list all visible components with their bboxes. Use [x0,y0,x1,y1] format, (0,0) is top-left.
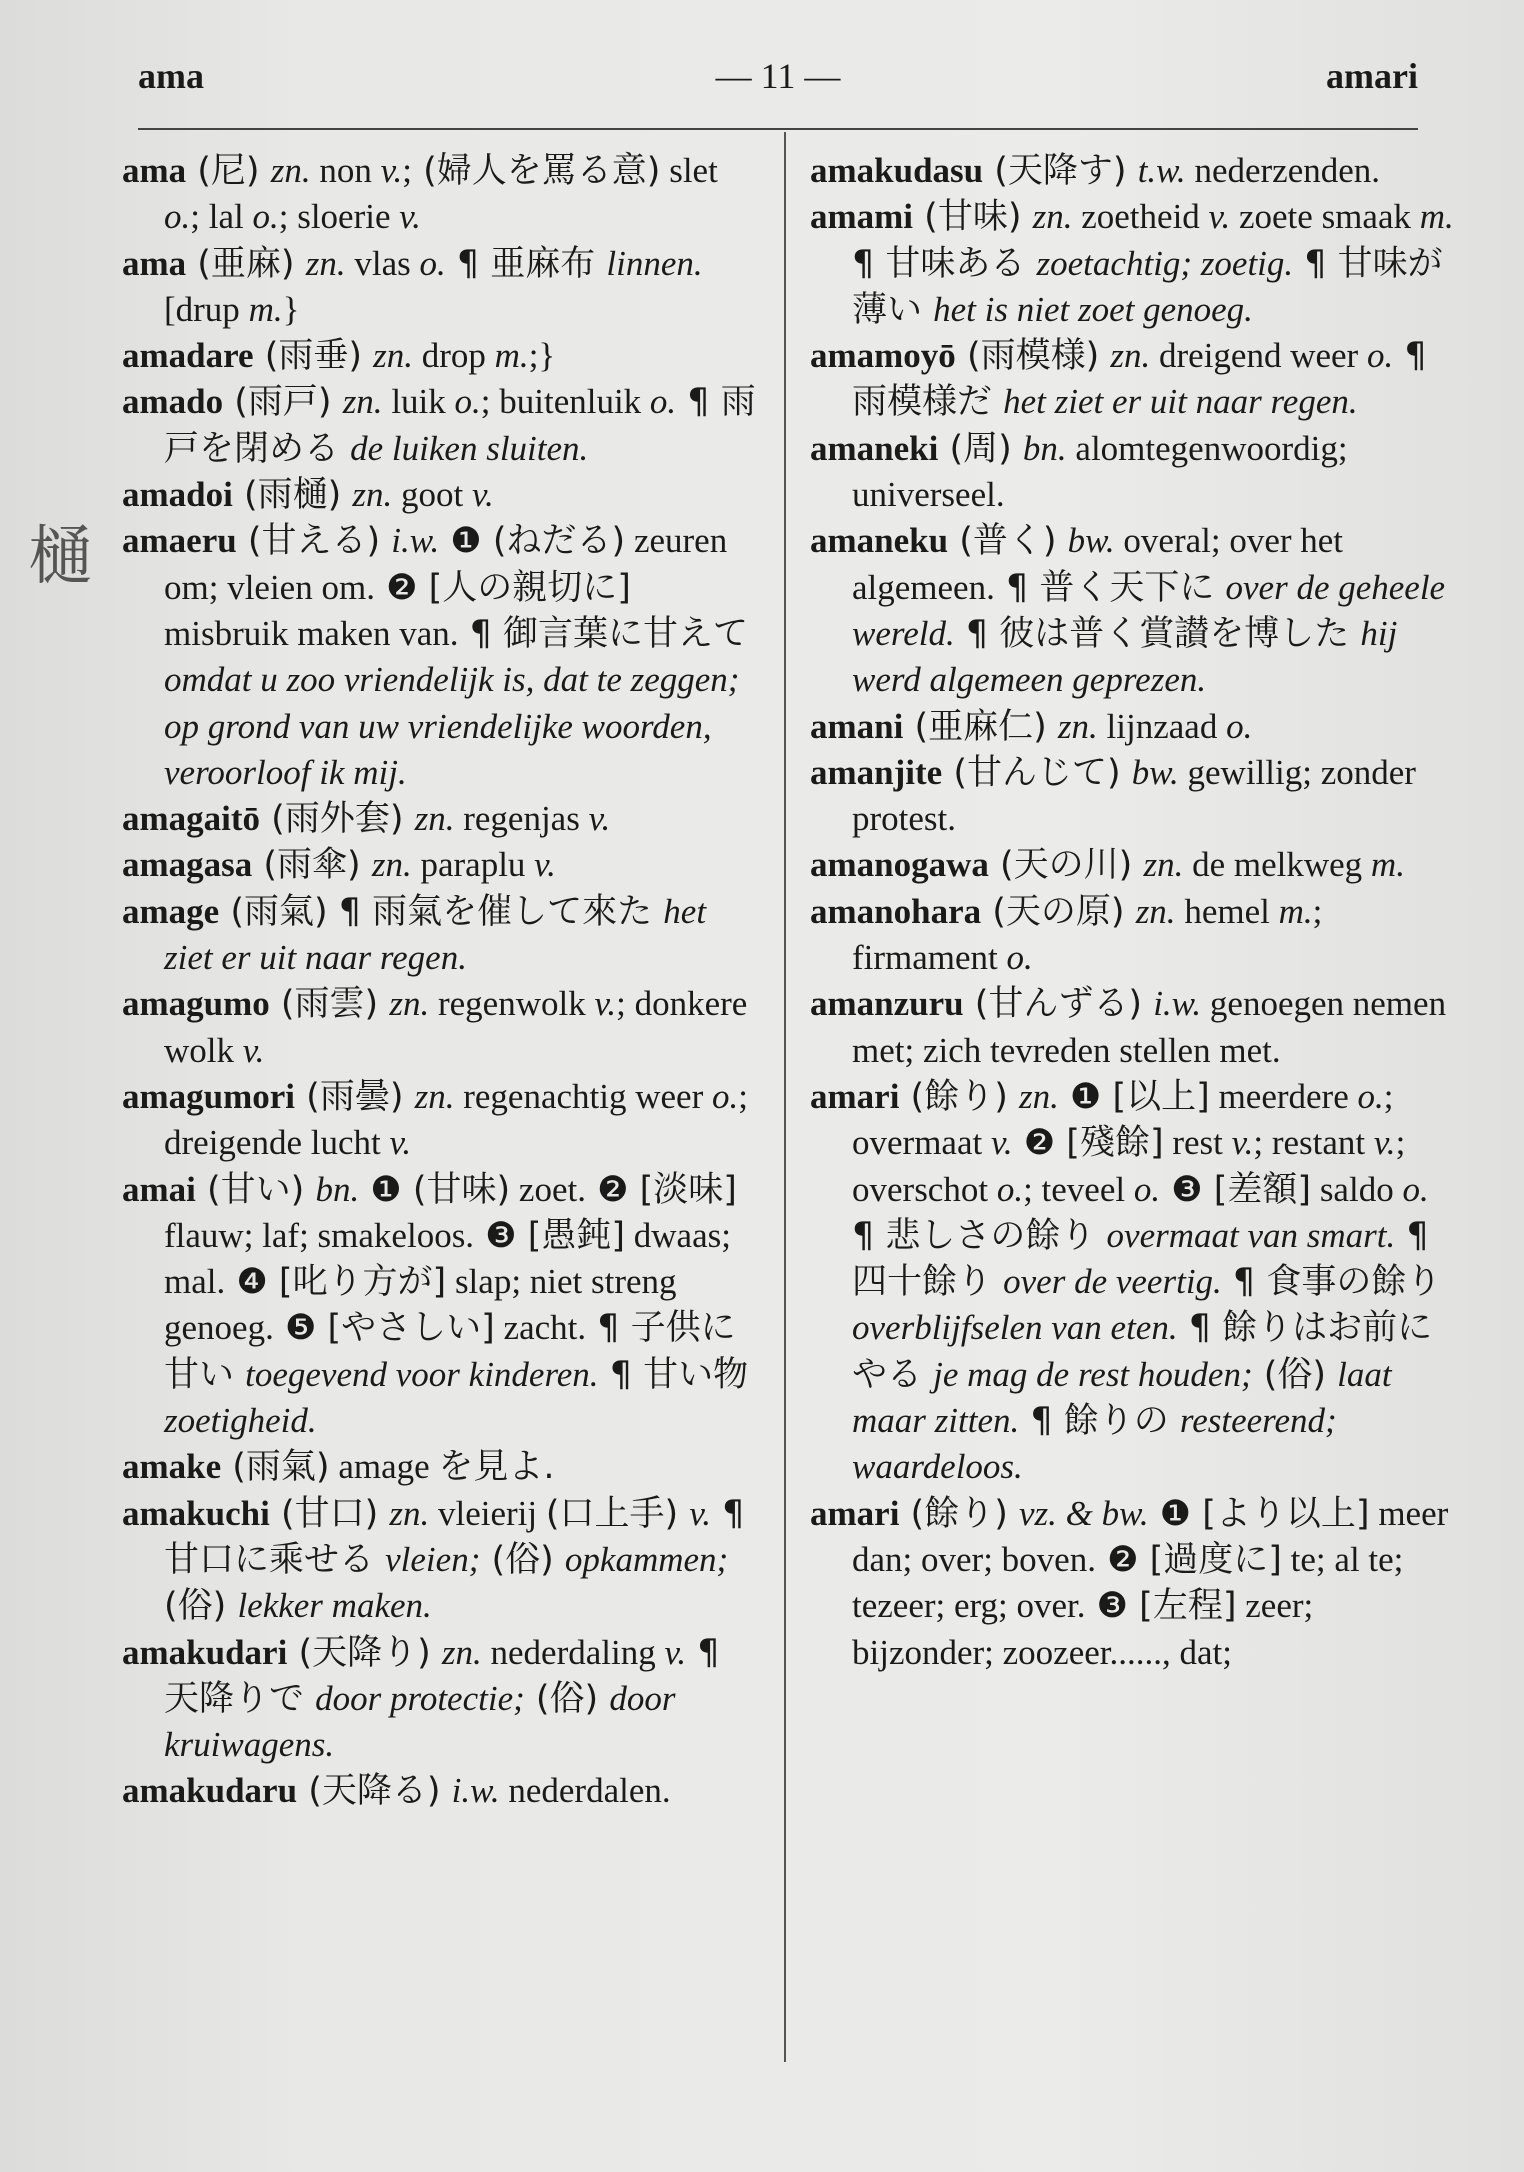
entry-japanese-text: (餘り) [899,1076,1019,1117]
entry-japanese-text: (甘口) [269,1493,390,1534]
entry-grammar-italic: v. [689,1493,711,1533]
entry-definition-text: paraplu [411,845,535,885]
dictionary-entry [122,842,762,888]
dictionary-entry [810,1074,1458,1491]
entry-grammar-italic: v. [664,1632,687,1672]
entry-grammar-italic: zn. [441,1632,482,1672]
entry-grammar-italic: v. [472,475,494,515]
entry-grammar-italic: o. [649,382,677,422]
entry-grammar-italic: zn. [1032,197,1073,237]
entry-headword: amakudari [122,1632,288,1672]
entry-grammar-italic: laat maar zitten. [852,1354,1392,1441]
entry-definition-text: ; overmaat [852,1076,1394,1163]
entry-japanese-text: (天降り) [287,1632,442,1673]
entry-headword: amamoyō [810,336,956,376]
entry-grammar-italic: zn. [1018,1076,1059,1116]
entry-grammar-italic: door protectie; [315,1678,525,1718]
entry-grammar-italic: o. [419,243,446,283]
entry-japanese-text: (甘味) [913,197,1033,238]
entry-grammar-italic: v. [1373,1123,1396,1163]
entry-grammar-italic: zn. [373,336,413,376]
entry-grammar-italic: zn. [1135,891,1176,931]
header-rule [138,128,1418,130]
entry-grammar-italic: o. [454,382,481,422]
entry-definition-text: te; al te; tezeer; erg; over. [852,1539,1404,1626]
dictionary-entry [122,472,762,518]
entry-definition-text: ; buitenluik [480,382,650,422]
entry-japanese-text: ❸ [左程] [1085,1586,1237,1627]
dictionary-entry [122,1630,762,1769]
entry-headword: amanogawa [810,845,989,885]
dictionary-entry [122,1768,762,1814]
entry-japanese-text: ¶ 普く天下に [994,567,1226,608]
entry-grammar-italic: lekker maken. [237,1586,432,1626]
entry-japanese-text: (雨雲) [269,984,390,1025]
entry-headword: amadare [122,336,254,376]
entry-grammar-italic: door kruiwagens. [164,1678,676,1765]
entry-definition-text: meer dan; over; boven. [852,1493,1449,1579]
entry-definition-text: nederdaling [481,1632,665,1672]
entry-japanese-text: ❶ (ねだる) [439,521,626,562]
entry-grammar-italic: o. [1133,1169,1161,1209]
entry-grammar-italic: zoetigheid. [164,1401,317,1441]
page-number: — 11 — [715,56,841,96]
entry-headword: amanzuru [810,984,964,1024]
entry-definition-text: lijnzaad [1097,706,1227,746]
entry-definition-text: zacht. [494,1308,587,1348]
entry-definition-text: hemel [1175,891,1279,931]
entry-grammar-italic: vz. & bw. [1018,1493,1149,1533]
entry-grammar-italic: zn. [305,243,346,283]
entry-grammar-italic: over de veertig. [1003,1262,1222,1302]
entry-japanese-text: (雨樋) [232,475,353,516]
entry-definition-text: drop [413,336,495,376]
entry-grammar-italic: v. [1208,197,1231,237]
entry-japanese-text: ¶ 雨模様だ [852,336,1427,423]
entry-definition-text: ; overschot [852,1123,1406,1209]
entry-definition-text: nederzenden. [1185,151,1381,190]
entry-definition-text: slet [660,151,718,190]
entry-grammar-italic: linnen. [606,243,703,283]
entry-japanese-text: ¶ 甘味が薄い [852,243,1443,330]
entry-japanese-text: ¶ 子供に甘い [164,1308,736,1395]
entry-japanese-text: ❸ [差額] [1160,1169,1312,1210]
handwritten-margin-note: 樋 [28,520,92,594]
entry-headword: amanohara [810,891,982,931]
dictionary-entry [122,981,762,1074]
entry-japanese-text: ❷ [過度に] [1095,1539,1282,1580]
dictionary-entry [122,796,762,842]
entry-grammar-italic: bn. [1022,428,1067,468]
right-column [810,148,1458,1676]
entry-japanese-text: (口上手) [545,1493,690,1534]
entry-definition-text: zoetheid [1072,197,1209,237]
dictionary-entry [810,518,1458,703]
entry-grammar-italic: opkammen; [564,1539,729,1579]
entry-japanese-text: (雨戸) [223,382,343,423]
entry-grammar-italic: t.w. [1137,151,1186,190]
entry-headword: amaneku [810,521,949,561]
entry-definition-text: ;} [528,336,556,376]
entry-grammar-italic: toegevend voor kinderen. [245,1354,599,1394]
entry-japanese-text: (雨傘) [252,845,372,886]
entry-definition-text: overal; over het algemeen. [852,521,1344,607]
entry-grammar-italic: v. [534,845,556,885]
entry-grammar-italic: m. [248,289,283,329]
header-left-guideword: ama [138,56,204,96]
entry-definition-text: regenwolk [429,984,595,1024]
entry-definition-text: ; teveel [1023,1169,1134,1209]
entry-headword: ama [122,151,187,190]
entry-japanese-text: (亜麻仁) [903,706,1058,747]
column-divider [784,132,786,2062]
dictionary-entry [810,148,1458,194]
entry-grammar-italic: het ziet er uit naar regen. [1003,382,1358,422]
entry-grammar-italic: bw. [1131,752,1179,792]
entry-grammar-italic: o. [1006,938,1033,978]
entry-grammar-italic: zn. [389,984,430,1024]
entry-japanese-text: ¶ 甘味ある [852,243,1037,284]
entry-japanese-text: ❷ [殘餘] [1012,1123,1164,1164]
entry-japanese-text: (雨外套) [260,799,415,840]
entry-grammar-italic: de luiken sluiten. [350,428,589,468]
entry-japanese-text: (俗) [1252,1354,1338,1395]
entry-japanese-text: (餘り) [899,1493,1019,1534]
entry-japanese-text: ¶ 亜麻布 [445,243,607,284]
entry-japanese-text: ❷ [人の親切に] [374,567,631,608]
entry-grammar-italic: m. [1419,197,1454,237]
dictionary-entry [810,704,1458,750]
dictionary-entry [810,842,1458,888]
entry-japanese-text: (雨氣) ¶ 雨氣を催して來た [219,891,664,932]
dictionary-entry [810,333,1458,426]
dictionary-entry [122,1167,762,1445]
entry-japanese-text: ¶ 四十餘り [852,1215,1429,1303]
entry-definition-text: ; restant [1253,1123,1374,1163]
entry-grammar-italic: o. [252,197,279,237]
entry-grammar-italic: hij werd algemeen geprezen. [852,613,1398,700]
entry-grammar-italic: i.w. [391,521,440,561]
entry-grammar-italic: je mag de rest houden; [933,1354,1253,1394]
entry-japanese-text: (雨模様) [955,336,1111,377]
entry-headword: amagumo [122,984,270,1024]
dictionary-entry [122,889,762,982]
entry-grammar-italic: o. [711,1076,739,1116]
entry-grammar-italic: o. [164,197,191,237]
entry-japanese-text: ¶ 雨戸を閉める [164,382,756,469]
entry-headword: amari [810,1493,900,1533]
dictionary-entry [810,194,1458,333]
entry-headword: amakuchi [122,1493,270,1533]
dictionary-entry [122,1074,762,1167]
entry-japanese-text: (尼) [186,151,271,191]
entry-headword: ama [122,243,187,283]
entry-japanese-text: ¶ 餘りの [1019,1401,1180,1442]
dictionary-entry [122,1444,762,1490]
entry-headword: amado [122,382,224,422]
entry-headword: amami [810,197,914,237]
entry-definition-text: goot [392,475,473,515]
entry-japanese-text: (天の原) [981,891,1136,932]
entry-grammar-italic: het ziet er uit naar regen. [164,891,707,978]
entry-japanese-text: ¶ 甘い物 [598,1354,749,1395]
entry-definition-text: non [310,151,381,190]
entry-japanese-text: (雨氣) [221,1447,330,1488]
entry-definition-text: genoegen nemen met; zich tevreden stellen met. [852,984,1447,1070]
entry-grammar-italic: het is niet zoet genoeg. [933,289,1253,329]
entry-definition-text: [drup [164,289,249,329]
entry-headword: amagaitō [122,799,261,839]
entry-definition-text: misbruik maken van. [164,613,459,653]
entry-definition-text: } [282,289,300,329]
page-header [138,55,1418,105]
entry-japanese-text: ❶ [より以上] [1148,1493,1370,1534]
entry-grammar-italic: v. [990,1123,1013,1163]
entry-grammar-italic: vleien; [385,1539,481,1579]
entry-grammar-italic: v. [1231,1123,1254,1163]
entry-japanese-text: ¶ 餘りはお前にやる [852,1308,1433,1395]
header-right-guideword: amari [1326,56,1418,96]
entry-headword: amani [810,706,904,746]
entry-grammar-italic: zn. [371,845,412,885]
entry-grammar-italic: v. [594,984,617,1024]
entry-grammar-italic: zn. [1110,336,1151,376]
entry-grammar-italic: i.w. [1153,984,1202,1024]
entry-definition-text: ; dreigende lucht [164,1076,748,1163]
entry-grammar-italic: o. [1226,706,1253,746]
entry-definition-text: meerdere [1209,1076,1358,1116]
entry-definition-text: ; [402,151,413,190]
entry-japanese-text: ¶ 御言葉に甘えて [458,613,749,654]
entry-definition-text: de melkweg [1183,845,1371,885]
entry-japanese-text: (天降る) [297,1771,452,1812]
entry-headword: amanjite [810,752,943,792]
entry-headword: amari [810,1076,900,1116]
dictionary-entry [810,426,1458,519]
entry-japanese-text: を見よ. [438,1447,555,1488]
dictionary-entry [810,750,1458,843]
entry-definition-text: amage [329,1447,439,1487]
entry-definition-text: regenjas [454,799,589,839]
entry-grammar-italic: v. [399,197,421,237]
entry-grammar-italic: zn. [414,1076,455,1116]
entry-grammar-italic: zn. [342,382,383,422]
entry-definition-text: zeer; bijzonder; zoozeer......, dat; [852,1586,1314,1672]
entry-definition-text: vlas [345,243,420,283]
dictionary-entry [810,981,1458,1074]
entry-grammar-italic: zn. [352,475,393,515]
entry-japanese-text: (亜麻) [186,243,306,284]
entry-headword: amage [122,891,220,931]
entry-grammar-italic: m. [494,336,529,376]
entry-grammar-italic: v. [380,151,403,190]
entry-definition-text: ; firmament [852,891,1323,978]
entry-grammar-italic: zn. [270,151,311,190]
entry-japanese-text: (天の川) [988,845,1144,886]
entry-japanese-text: (普く) [948,521,1068,562]
dictionary-entry [122,333,762,379]
entry-definition-text: ; donkere wolk [164,984,748,1070]
entry-grammar-italic: zn. [414,799,455,839]
entry-grammar-italic: o. [996,1169,1024,1209]
entry-japanese-text: (雨曇) [295,1076,415,1117]
entry-definition-text: vleierij [429,1493,546,1533]
entry-grammar-italic: zn. [389,1493,430,1533]
dictionary-entry [122,518,762,796]
entry-headword: amaneki [810,428,939,468]
entry-japanese-text: ¶ 甘口に乘せる [164,1493,745,1580]
entry-grammar-italic: overblijfselen van eten. [852,1308,1178,1348]
entry-grammar-italic: overmaat van smart. [1106,1215,1396,1255]
entry-japanese-text: (甘んじて) [942,752,1132,793]
entry-definition-text: dreigend weer [1150,336,1367,376]
entry-headword: amaeru [122,521,237,561]
entry-japanese-text: (雨垂) [253,336,374,377]
dictionary-entry [810,889,1458,982]
dictionary-entry [122,241,762,334]
entry-japanese-text: ❹ [叱り方が] [225,1262,447,1303]
entry-grammar-italic: o. [1366,336,1394,376]
entry-grammar-italic: o. [1402,1169,1429,1209]
entry-japanese-text: (甘んずる) [963,984,1154,1025]
entry-grammar-italic: zn. [1057,706,1098,746]
entry-definition-text: saldo [1311,1169,1403,1209]
entry-japanese-text: ❸ [愚鈍] [474,1215,626,1256]
entry-japanese-text: (甘える) [236,521,392,562]
entry-headword: amai [122,1169,196,1209]
entry-definition-text: luik [382,382,455,422]
entry-japanese-text: ¶ 食事の餘り [1221,1262,1442,1303]
entry-grammar-italic: omdat u zoo vriendelijk is, dat te zeggen; op grond van uw vriendelijke woorden, veroorloof ik mij. [164,660,740,792]
entry-definition-text: slap; niet streng genoeg. [164,1262,677,1348]
entry-definition-text: ; lal [190,197,253,237]
entry-headword: amakudaru [122,1771,298,1811]
entry-japanese-text: ❶ [以上] [1058,1076,1210,1117]
entry-grammar-italic: m. [1370,845,1405,885]
entry-definition-text: zoet. [510,1169,586,1209]
entry-grammar-italic: zoetachtig; zoetig. [1036,243,1294,283]
entry-grammar-italic: i.w. [451,1771,500,1811]
dictionary-entry [122,379,762,472]
entry-japanese-text: (俗) [524,1678,610,1719]
entry-grammar-italic: bw. [1067,521,1115,561]
entry-japanese-text: (天降す) [983,151,1138,191]
entry-grammar-italic: over de geheele wereld. [852,567,1446,653]
entry-headword: amake [122,1447,222,1487]
entry-japanese-text: (俗) [480,1539,565,1580]
entry-grammar-italic: v. [242,1030,265,1070]
entry-definition-text: zoete smaak [1230,197,1420,237]
entry-grammar-italic: v. [389,1123,412,1163]
entry-headword: amakudasu [810,151,984,190]
entry-grammar-italic: zn. [1143,845,1184,885]
dictionary-entry [810,1491,1458,1676]
entry-headword: amadoi [122,475,233,515]
left-column [122,148,762,1815]
entry-definition-text: alomtegenwoordig; universeel. [852,428,1348,515]
entry-japanese-text: ❶ (甘味) [359,1169,511,1210]
entry-headword: amagumori [122,1076,296,1116]
entry-definition-text: ; sloerie [278,197,400,237]
entry-definition-text: regenachtig weer [454,1076,712,1116]
entry-definition-text: dwaas; mal. [164,1215,731,1302]
entry-headword: amagasa [122,845,253,885]
entry-definition-text: gewillig; zonder protest. [852,752,1416,839]
entry-grammar-italic: o. [1357,1076,1384,1116]
entry-grammar-italic: resteerend; waardeloos. [852,1401,1337,1487]
dictionary-entry [122,1491,762,1630]
entry-japanese-text: ❷ [淡味] [585,1169,737,1210]
entry-japanese-text: (周) [938,428,1023,469]
entry-japanese-text: (婦人を罵る意) [412,151,661,191]
entry-definition-text: zeuren om; vleien om. [164,521,728,607]
entry-grammar-italic: m. [1278,891,1313,931]
entry-japanese-text: ¶ 彼は普く賞讃を博した [954,613,1361,654]
entry-japanese-text: ¶ 悲しさの餘り [852,1215,1107,1256]
dictionary-entry [122,148,762,241]
entry-grammar-italic: v. [588,799,611,839]
entry-japanese-text: (甘い) [195,1169,316,1210]
entry-grammar-italic: bn. [315,1169,360,1209]
entry-japanese-text: ❺ [やさしい] [273,1308,495,1349]
entry-japanese-text: (俗) [164,1586,238,1627]
entry-japanese-text: ¶ 天降りで [164,1632,720,1719]
entry-definition-text: rest [1163,1123,1232,1163]
entry-definition-text: nederdalen. [499,1771,671,1811]
entry-definition-text: flauw; laf; smakeloos. [164,1215,475,1255]
